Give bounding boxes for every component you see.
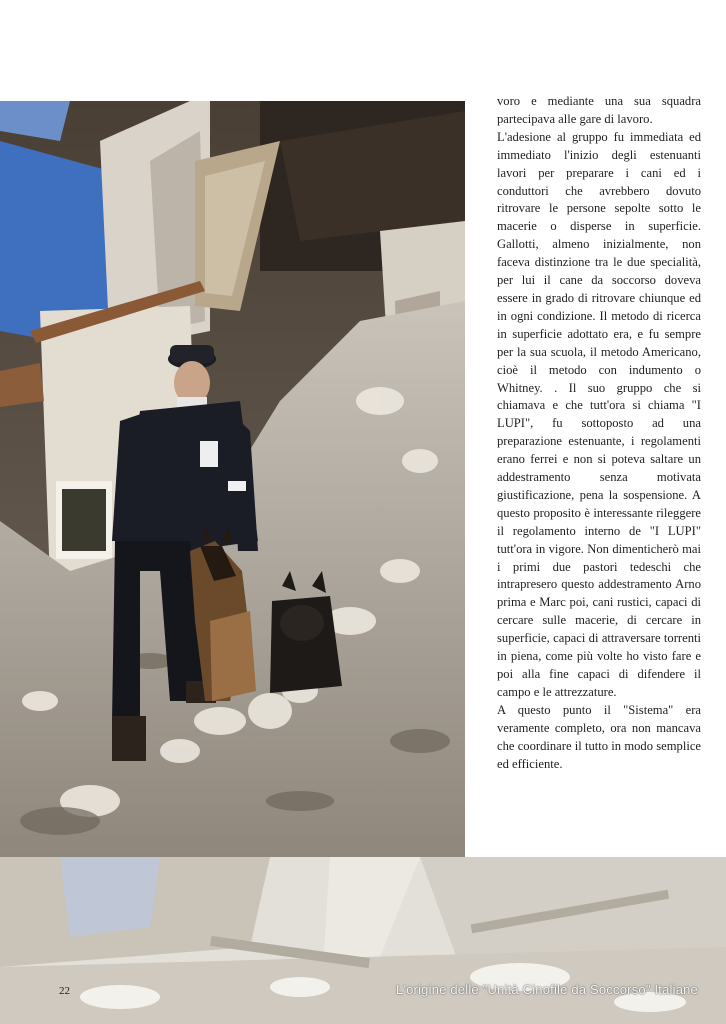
article-paragraph: voro e mediante una sua squadra partecipava alle gare di lavoro. bbox=[497, 94, 701, 126]
rescue-photo bbox=[0, 101, 465, 857]
page-number: 22 bbox=[59, 985, 70, 997]
article-paragraph: L'adesione al gruppo fu immediata ed immediato l'inizio degli estenuanti lavori per preparare i cani ed i conduttori che avrebbero dovuto ritrovare le persone sepolte sotto le macerie o disperse in superficie. Gallotti, almeno inizialmente, non faceva distinzione tra le due specialità, per lui il cane da soccorso doveva essere in grado di ritrovare chiunque ed in ogni condizione. Il metodo di ricerca in superficie adottato era, e fu sempre per la sua scuola, il metodo Americano, cioè il metodo con indumento o Whitney. . Il suo gruppo che si chiamava e che tutt'ora si chiama "I LUPI", fu sottoposto ad una preparazione estenuante, i regolamenti erano ferrei e non si poteva saltare un addestramento senza motivata giustificazione, pena la sospensione. A questo proposito è interessante rileggere il regolamento interno de "I LUPI" tutt'ora in vigore. Non dimenticherò mai i primi due pastori tedeschi che intrapresero questo addestramento Arno prima e Marc poi, cani rustici, capaci di cercare sulle macerie, di cercare in superficie, capaci di attraversare torrenti in piena, come più volte ho visto fare e poi alla fine capaci di difendere il campo e le attrezzature. bbox=[497, 129, 701, 699]
running-footer: L'origine delle "Unità Cinofile da Soccorso" Italiane bbox=[396, 982, 698, 997]
article-column bbox=[497, 93, 701, 773]
rescue-photo-illustration bbox=[0, 101, 465, 857]
faded-ruins-illustration bbox=[0, 857, 726, 1024]
article-paragraph: A questo punto il "Sistema" era veramente completo, ora non mancava che coordinare il tutto in modo semplice ed efficiente. bbox=[497, 702, 701, 771]
faded-ruins-band bbox=[0, 857, 726, 1024]
